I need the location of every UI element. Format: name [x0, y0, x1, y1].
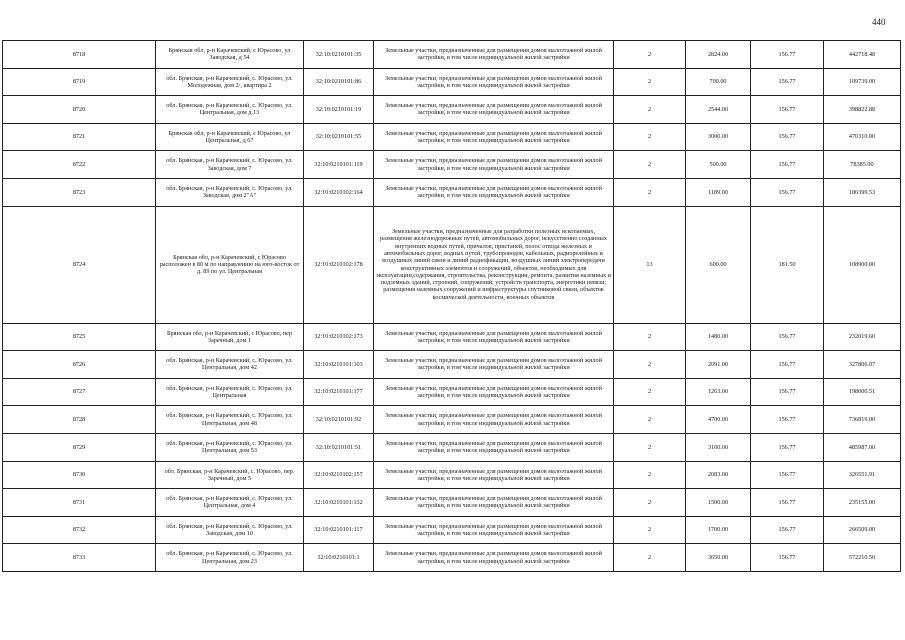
row-land-use: Земельные участки, предназначенные для размещения домов малоэтажной жилой застройки, в том числе индивидуальной жилой застройки — [374, 516, 614, 544]
row-number: 8725 — [3, 323, 156, 351]
row-cadastral-value: 108900.00 — [824, 206, 901, 323]
row-specific-value: 156.77 — [751, 544, 824, 572]
row-cadastral-number: 32:10:0210101:19 — [304, 96, 374, 124]
row-land-use: Земельные участки, предназначенные для размещения домов малоэтажной жилой застройки, в том числе индивидуальной жилой застройки — [374, 461, 614, 489]
row-address: обл. Брянская, р-н Карачевский, с. Юрасово, пер. Заречный, дом 5 — [156, 461, 304, 489]
row-group: 2 — [614, 96, 686, 124]
row-number: 8728 — [3, 406, 156, 434]
row-number: 8729 — [3, 433, 156, 461]
row-number: 8722 — [3, 151, 156, 179]
row-cadastral-number: 32:10:0210101:35 — [304, 41, 374, 69]
row-number: 8721 — [3, 123, 156, 151]
table-row — [3, 68, 901, 96]
row-land-use: Земельные участки, предназначенные для размещения домов малоэтажной жилой застройки, в том числе индивидуальной жилой застройки — [374, 544, 614, 572]
row-cadastral-value: 198000.51 — [824, 378, 901, 406]
row-address: обл. Брянская, р-н Карачевский, с. Юрасово, ул. Центральная, дом 53 — [156, 433, 304, 461]
row-cadastral-value: 398822.88 — [824, 96, 901, 124]
row-area: 2091.00 — [686, 351, 751, 379]
row-area: 1700.00 — [686, 516, 751, 544]
table-row — [3, 351, 901, 379]
row-group: 2 — [614, 406, 686, 434]
cadastral-value-table — [2, 40, 901, 572]
row-cadastral-number: 32:10:0210101:55 — [304, 123, 374, 151]
row-number: 8727 — [3, 378, 156, 406]
row-group: 2 — [614, 41, 686, 69]
row-number: 8718 — [3, 41, 156, 69]
row-land-use: Земельные участки, предназначенные для размещения домов малоэтажной жилой застройки, в том числе индивидуальной жилой застройки — [374, 41, 614, 69]
row-cadastral-number: 32:10:0210102:157 — [304, 461, 374, 489]
row-area: 500.00 — [686, 151, 751, 179]
row-group: 2 — [614, 323, 686, 351]
table-row — [3, 206, 901, 323]
row-cadastral-number: 32:10:0210102:164 — [304, 178, 374, 206]
row-land-use: Земельные участки, предназначенные для размещения домов малоэтажной жилой застройки, в том числе индивидуальной жилой застройки — [374, 378, 614, 406]
row-address: обл. Брянская, р-н Карачевский, с. Юрасово, ул. Молодежная, дом 2/, квартира 2 — [156, 68, 304, 96]
row-cadastral-value: 442718.48 — [824, 41, 901, 69]
row-land-use: Земельные участки, предназначенные для размещения домов малоэтажной жилой застройки, в том числе индивидуальной жилой застройки — [374, 433, 614, 461]
row-cadastral-value: 470310.00 — [824, 123, 901, 151]
row-land-use: Земельные участки, предназначенные для разработки полезных ископаемых, размещения железнодорожных путей, автомобильных дорог, искусственно созданных внутренних водных путей, причалов, пристаней, полос отвода железных и автомобильных дорог, водных путей, трубопроводов, кабельных, радиорелейных и воздушных линий связи и линий радиофикации, воздушных линий электропередачи конструктивных элементов и сооружений, объектов, необходимых для эксплуатации,содержания, строительства, реконструкции, ремонта, развития наземных и подземных зданий, строений, сооружений, устройств транспорта, энергетики невязи; размещения наземных сооружений и инфраструктуры спутниковой связи, объектов космической деятельности, военных объектов — [374, 206, 614, 323]
row-group: 2 — [614, 461, 686, 489]
row-cadastral-number: 32:10:0210101:132 — [304, 489, 374, 517]
row-specific-value: 156.77 — [751, 41, 824, 69]
row-cadastral-number: 32:10:0210102:173 — [304, 323, 374, 351]
row-cadastral-number: 32:10:0210101:92 — [304, 406, 374, 434]
row-land-use: Земельные участки, предназначенные для размещения домов малоэтажной жилой застройки, в том числе индивидуальной жилой застройки — [374, 489, 614, 517]
row-specific-value: 156.77 — [751, 489, 824, 517]
row-address: обл. Брянская, р-н Карачевский, с. Юрасово, ул. Заводская, дом 2"А" — [156, 178, 304, 206]
table-body — [3, 41, 901, 572]
row-cadastral-value: 232019.60 — [824, 323, 901, 351]
row-group: 2 — [614, 489, 686, 517]
row-group: 2 — [614, 351, 686, 379]
row-number: 8730 — [3, 461, 156, 489]
row-land-use: Земельные участки, предназначенные для размещения домов малоэтажной жилой застройки, в том числе индивидуальной жилой застройки — [374, 96, 614, 124]
row-area: 3000.00 — [686, 123, 751, 151]
table-row — [3, 433, 901, 461]
row-cadastral-number: 32:10:0210101:103 — [304, 351, 374, 379]
row-address: Брянская обл, р-н Карачевский, с Юрасово расположен в 80 м по направлению на юго-восток от д. 89 по ул. Центральная — [156, 206, 304, 323]
row-specific-value: 156.77 — [751, 323, 824, 351]
row-area: 3650.00 — [686, 544, 751, 572]
row-area: 4700.00 — [686, 406, 751, 434]
row-number: 8720 — [3, 96, 156, 124]
row-group: 2 — [614, 433, 686, 461]
row-cadastral-value: 572210.50 — [824, 544, 901, 572]
row-group: 2 — [614, 123, 686, 151]
row-land-use: Земельные участки, предназначенные для размещения домов малоэтажной жилой застройки, в том числе индивидуальной жилой застройки — [374, 68, 614, 96]
row-area: 1500.00 — [686, 489, 751, 517]
row-address: Брянская обл, р-н Карачевский, с Юрасово, ул Заводская, д 54 — [156, 41, 304, 69]
row-cadastral-value: 235155.00 — [824, 489, 901, 517]
row-cadastral-value: 78385.00 — [824, 151, 901, 179]
table-row — [3, 516, 901, 544]
row-specific-value: 181.50 — [751, 206, 824, 323]
row-specific-value: 156.77 — [751, 461, 824, 489]
row-number: 8732 — [3, 516, 156, 544]
row-group: 2 — [614, 516, 686, 544]
row-specific-value: 156.77 — [751, 123, 824, 151]
page-number: 440 — [872, 17, 886, 27]
row-specific-value: 156.77 — [751, 378, 824, 406]
table-row — [3, 461, 901, 489]
row-land-use: Земельные участки, предназначенные для размещения домов малоэтажной жилой застройки, в том числе индивидуальной жилой застройки — [374, 406, 614, 434]
row-group: 2 — [614, 544, 686, 572]
row-address: обл. Брянская, р-н Карачевский, с. Юрасово, ул. Центральная, дом 48 — [156, 406, 304, 434]
row-cadastral-number: 32:10:0210101:117 — [304, 516, 374, 544]
row-address: обл. Брянская, р-н Карачевский, с. Юрасово, ул. Центральная, дом 4 — [156, 489, 304, 517]
row-number: 8719 — [3, 68, 156, 96]
row-cadastral-value: 186399.53 — [824, 178, 901, 206]
row-group: 2 — [614, 378, 686, 406]
row-area: 2083.00 — [686, 461, 751, 489]
row-land-use: Земельные участки, предназначенные для размещения домов малоэтажной жилой застройки, в том числе индивидуальной жилой застройки — [374, 323, 614, 351]
table-row — [3, 123, 901, 151]
row-area: 1189.00 — [686, 178, 751, 206]
row-area: 3100.00 — [686, 433, 751, 461]
row-group: 2 — [614, 68, 686, 96]
table-row — [3, 406, 901, 434]
row-area: 1480.00 — [686, 323, 751, 351]
row-group: 2 — [614, 178, 686, 206]
row-number: 8733 — [3, 544, 156, 572]
row-address: Брянская обл, р-н Карачевский, с Юрасово, ул Центральная, д 67 — [156, 123, 304, 151]
row-land-use: Земельные участки, предназначенные для размещения домов малоэтажной жилой застройки, в том числе индивидуальной жилой застройки — [374, 123, 614, 151]
row-address: обл. Брянская, р-н Карачевский, с. Юрасово, ул. Центральная, дом 23 — [156, 544, 304, 572]
table-row — [3, 178, 901, 206]
row-specific-value: 156.77 — [751, 433, 824, 461]
row-specific-value: 156.77 — [751, 178, 824, 206]
table-row — [3, 41, 901, 69]
row-cadastral-number: 32:10:0210101:119 — [304, 151, 374, 179]
row-address: Брянская обл, р-н Карачевский, с Юрасово, пер Заречный, дом 1 — [156, 323, 304, 351]
row-address: обл. Брянская, р-н Карачевский, с. Юрасово, ул. Центральная, дом д.13 — [156, 96, 304, 124]
row-cadastral-value: 485987.00 — [824, 433, 901, 461]
row-cadastral-value: 327806.07 — [824, 351, 901, 379]
row-group: 13 — [614, 206, 686, 323]
row-area: 2544.00 — [686, 96, 751, 124]
row-land-use: Земельные участки, предназначенные для размещения домов малоэтажной жилой застройки, в том числе индивидуальной жилой застройки — [374, 351, 614, 379]
row-cadastral-value: 736819.00 — [824, 406, 901, 434]
row-number: 8731 — [3, 489, 156, 517]
table-row — [3, 323, 901, 351]
table-row — [3, 544, 901, 572]
row-land-use: Земельные участки, предназначенные для размещения домов малоэтажной жилой застройки, в том числе индивидуальной жилой застройки — [374, 151, 614, 179]
row-cadastral-number: 32:10:0210101:1 — [304, 544, 374, 572]
row-specific-value: 156.77 — [751, 351, 824, 379]
row-address: обл. Брянская, р-н Карачевский, с. Юрасово, ул. Центральная — [156, 378, 304, 406]
row-specific-value: 156.77 — [751, 406, 824, 434]
row-address: обл. Брянская, р-н Карачевский, с. Юрасово, ул. Заводская, дом 7 — [156, 151, 304, 179]
row-cadastral-number: 32:10:0210101:51 — [304, 433, 374, 461]
row-specific-value: 156.77 — [751, 96, 824, 124]
row-cadastral-value: 266509.00 — [824, 516, 901, 544]
row-area: 700.00 — [686, 68, 751, 96]
table-row — [3, 96, 901, 124]
row-cadastral-number: 32:10:0210102:178 — [304, 206, 374, 323]
row-address: обл. Брянская, р-н Карачевский, с. Юрасово, ул. Центральная, дом 42 — [156, 351, 304, 379]
row-cadastral-value: 326551.91 — [824, 461, 901, 489]
row-area: 600.00 — [686, 206, 751, 323]
row-specific-value: 156.77 — [751, 68, 824, 96]
row-cadastral-number: 32:10:0210101:86 — [304, 68, 374, 96]
row-cadastral-value: 109739.00 — [824, 68, 901, 96]
row-number: 8724 — [3, 206, 156, 323]
row-area: 2824.00 — [686, 41, 751, 69]
table-row — [3, 151, 901, 179]
table-row — [3, 378, 901, 406]
row-cadastral-number: 32:10:0210101:177 — [304, 378, 374, 406]
row-address: обл. Брянская, р-н Карачевский, с. Юрасово, ул. Заводская, дом 10 — [156, 516, 304, 544]
row-group: 2 — [614, 151, 686, 179]
row-specific-value: 156.77 — [751, 516, 824, 544]
row-number: 8726 — [3, 351, 156, 379]
row-land-use: Земельные участки, предназначенные для размещения домов малоэтажной жилой застройки, в том числе индивидуальной жилой застройки — [374, 178, 614, 206]
row-specific-value: 156.77 — [751, 151, 824, 179]
table-row — [3, 489, 901, 517]
row-number: 8723 — [3, 178, 156, 206]
row-area: 1263.00 — [686, 378, 751, 406]
